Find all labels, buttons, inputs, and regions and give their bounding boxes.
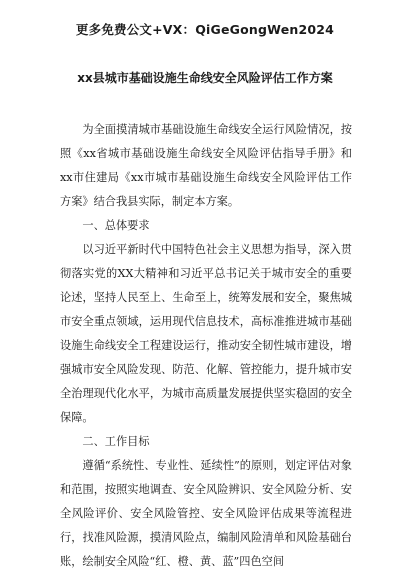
paragraph-intro: 为全面摸清城市基础设施生命线安全运行风险情况，按照《xx省城市基础设施生命线安全风险评估指导手册》和xx市住建局《xx市城市基础设施生命线安全风险评估工作方案》结合我县实际，制定本方案。 [60, 123, 352, 208]
section-heading-general: 一、总体要求 [82, 219, 150, 232]
document-body [60, 118, 352, 574]
paragraph-goals: 遵循“系统性、专业性、延续性”的原则，划定评估对象和范围，按照实地调查、安全风险辨识、安全风险分析、安全风险评价、安全风险管控、安全风险评估成果等流程进行，找准风险源，摸清风险点，编制风险清单和风险基础台账，绘制安全风险“红、橙、黄、蓝”四色空间 [60, 459, 352, 568]
section-heading-goals: 二、工作目标 [82, 435, 150, 448]
paragraph-general-requirements: 以习近平新时代中国特色社会主义思想为指导，深入贯彻落实党的XX大精神和习近平总书记关于城市安全的重要论述，坚持人民至上、生命至上，统筹发展和安全，聚焦城市安全重点领域，运用现代信息技术，高标准推进城市基础设施生命线安全工程建设运行，推动安全韧性城市建设，增强城市安全风险发现、防范、化解、管控能力，提升城市安全治理现代化水平，为城市高质量发展提供坚实稳固的安全保障。 [60, 243, 352, 424]
document-title: xx县城市基础设施生命线安全风险评估工作方案 [77, 71, 333, 85]
promo-banner: 更多免费公文+VX：QiGeGongWen2024 [75, 22, 335, 37]
